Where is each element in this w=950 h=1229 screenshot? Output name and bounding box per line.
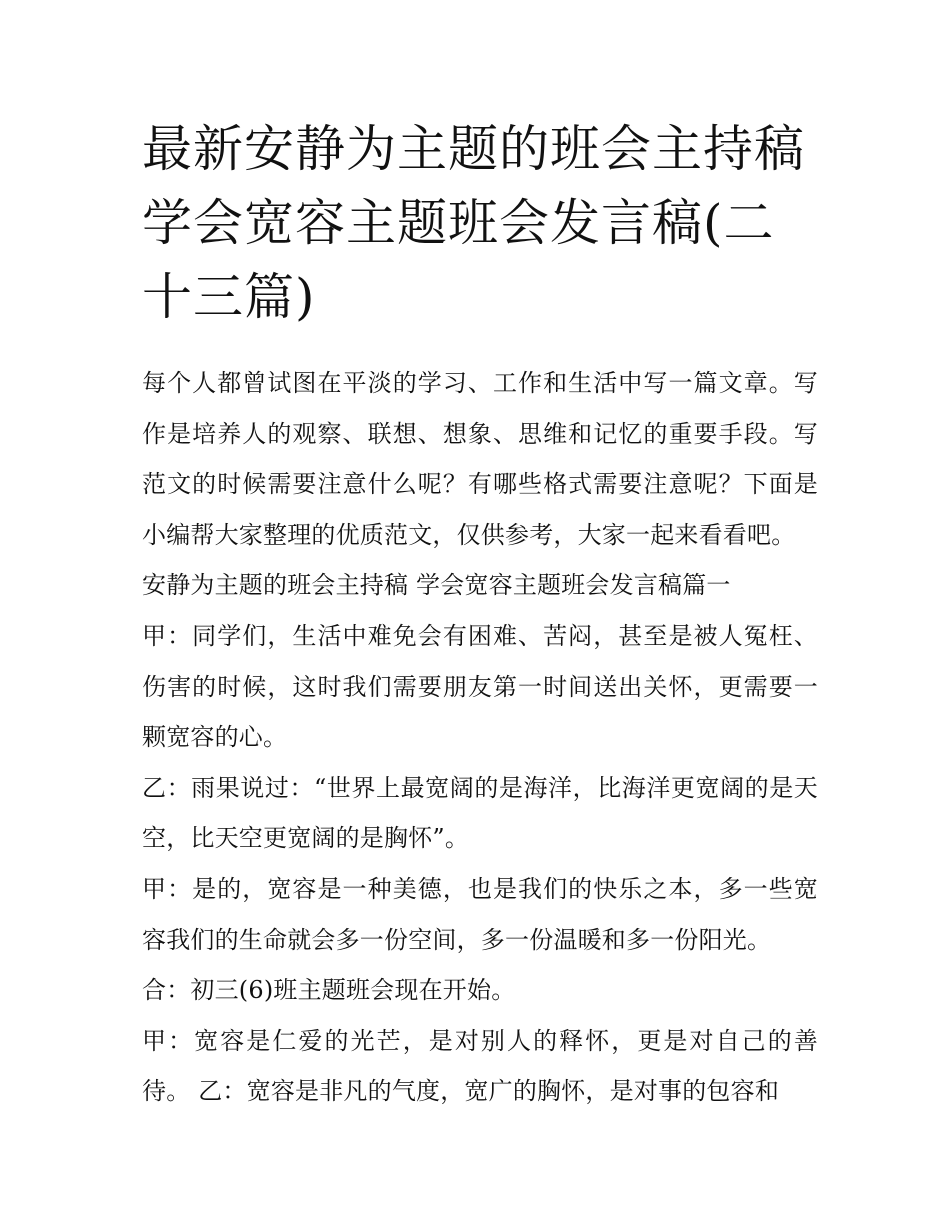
intro-paragraph: 每个人都曾试图在平淡的学习、工作和生活中写一篇文章。写作是培养人的观察、联想、想象、思维和记忆的重要手段。写范文的时候需要注意什么呢？有哪些格式需要注意呢？下面是小编帮大家整理的优质范文，仅供参考，大家一起来看看吧。 [142, 369, 818, 549]
section-heading: 安静为主题的班会主持稿 学会宽容主题班会发言稿篇一 [142, 571, 731, 600]
dialogue-paragraph: 乙：雨果说过：“世界上最宽阔的是海洋，比海洋更宽阔的是天空，比天空更宽阔的是胸怀”。 [142, 773, 818, 853]
dialogue-paragraph: 合：初三(6)班主题班会现在开始。 [142, 976, 516, 1005]
document-body [142, 358, 818, 1117]
document-title: 最新安静为主题的班会主持稿 学会宽容主题班会发言稿(二十三篇) [142, 120, 805, 326]
dialogue-paragraph: 甲：同学们，生活中难免会有困难、苦闷，甚至是被人冤枉、伤害的时候，这时我们需要朋友第一时间送出关怀，更需要一颗宽容的心。 [142, 621, 818, 752]
dialogue-paragraph: 甲：是的，宽容是一种美德，也是我们的快乐之本，多一些宽容我们的生命就会多一份空间，多一份温暖和多一份阳光。 [142, 874, 818, 954]
dialogue-paragraph: 甲：宽容是仁爱的光芒，是对别人的释怀，更是对自己的善待。 乙：宽容是非凡的气度，宽广的胸怀，是对事的包容和 [142, 1026, 818, 1106]
